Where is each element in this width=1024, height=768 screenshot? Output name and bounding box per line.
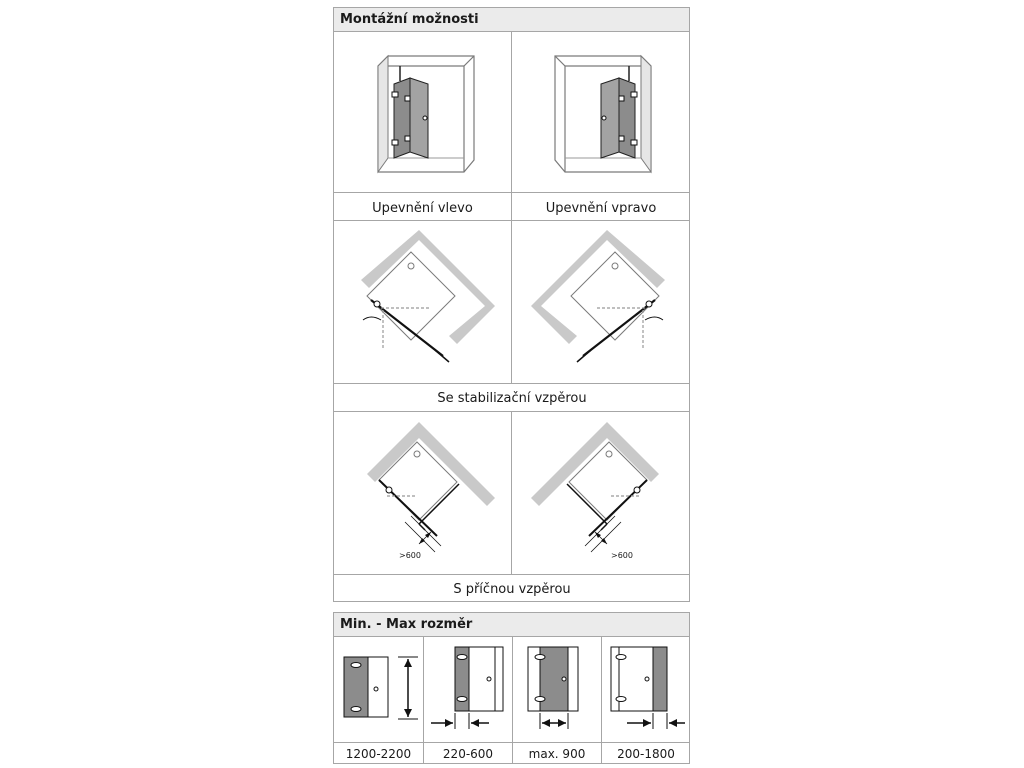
mount-left-caption: Upevnění vlevo (372, 201, 473, 216)
grid-divider (334, 574, 689, 575)
grid-divider (512, 637, 513, 764)
distance-label-left: >600 (399, 551, 421, 560)
grid-divider (334, 383, 689, 384)
stabilizer-left-plan (349, 226, 499, 376)
height-range-label: 1200-2200 (345, 747, 412, 761)
cross-strut-left-plan (349, 418, 499, 568)
grid-divider (423, 637, 424, 764)
cross-strut-right-plan (527, 418, 677, 568)
door-width-label: max. 900 (528, 747, 586, 761)
fixed-panel-width-icon (429, 645, 509, 735)
mount-right-illustration (541, 48, 671, 188)
fixed-panel-range-label: 220-600 (442, 747, 494, 761)
grid-divider (601, 637, 602, 764)
mount-left-illustration (364, 48, 494, 188)
distance-label-right: >600 (611, 551, 633, 560)
stabilizer-strut-caption: Se stabilizační vzpěrou (437, 391, 587, 406)
dimensions-panel (333, 612, 690, 764)
side-panel-width-icon (607, 645, 687, 735)
mounting-options-title: Montážní možnosti (334, 8, 689, 32)
cross-strut-caption: S příčnou vzpěrou (453, 582, 571, 597)
grid-divider (511, 411, 512, 574)
dimensions-title: Min. - Max rozměr (334, 613, 689, 637)
grid-divider (511, 220, 512, 383)
grid-divider (334, 742, 689, 743)
mount-right-caption: Upevnění vpravo (545, 201, 657, 216)
side-panel-range-label: 200-1800 (617, 747, 675, 761)
door-width-icon (518, 645, 598, 735)
stabilizer-right-plan (527, 226, 677, 376)
height-dimension-icon (340, 655, 420, 735)
grid-divider (334, 192, 689, 193)
mounting-options-panel (333, 7, 690, 602)
